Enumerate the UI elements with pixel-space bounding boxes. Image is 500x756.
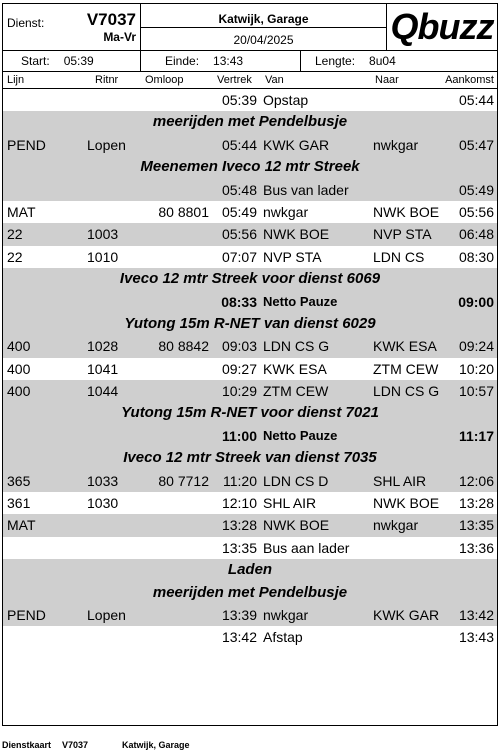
vertrek-cell: 09:03 (221, 338, 257, 355)
vertrek-cell: 07:07 (221, 248, 257, 265)
van-cell: nwkgar (263, 203, 309, 220)
aankomst-cell: 05:47 (458, 136, 494, 153)
omloop-cell (143, 380, 209, 402)
van-cell: LDN CS D (263, 472, 329, 489)
activity-cell: Netto Pauze (263, 427, 338, 443)
lijn-cell: 400 (7, 360, 31, 377)
col-van: Van (265, 74, 284, 86)
event-row (3, 626, 497, 648)
vertrek-cell: 11:20 (223, 472, 257, 489)
length-value: 8u04 (369, 54, 396, 68)
vertrek-cell: 05:56 (221, 226, 257, 243)
aankomst-cell: 13:42 (458, 606, 494, 623)
schedule-rows (3, 89, 497, 649)
header-divider (141, 27, 386, 28)
vertrek-cell: 05:39 (221, 92, 257, 108)
omloop-cell (143, 604, 209, 626)
activity-cell: Netto Pauze (263, 293, 338, 309)
trip-row (3, 470, 497, 492)
col-ritnr: Ritnr (95, 74, 119, 86)
vertrek-cell: 10:29 (221, 383, 257, 400)
naar-cell: nwkgar (373, 136, 419, 153)
omloop-cell: 80 7712 (158, 472, 209, 489)
qbuzz-logo: Qbuzz (390, 6, 494, 47)
van-cell: SHL AIR (263, 495, 317, 512)
dienst-days: Ma-Vr (103, 30, 136, 44)
aankomst-cell: 11:17 (458, 427, 494, 444)
ritnr-cell: Lopen (87, 136, 126, 153)
van-cell: NVP STA (263, 248, 322, 265)
depot-location: Katwijk, Garage (218, 12, 309, 26)
lijn-cell: 400 (7, 383, 31, 400)
trip-row (3, 380, 497, 402)
van-cell: nwkgar (263, 606, 309, 623)
page-footer (2, 740, 190, 750)
event-row (3, 89, 497, 111)
activity-cell: Opstap (263, 92, 309, 108)
omloop-cell (143, 223, 209, 245)
van-cell: NWK BOE (263, 226, 330, 243)
vertrek-cell: 08:33 (221, 293, 257, 310)
omloop-cell (143, 514, 209, 536)
dienst-label: Dienst: (7, 16, 45, 30)
van-cell: KWK ESA (263, 360, 327, 377)
col-aankomst: Aankomst (445, 74, 494, 86)
aankomst-cell: 13:36 (458, 539, 494, 556)
event-row (3, 537, 497, 559)
section-heading: Yutong 15m R-NET voor dienst 7021 (3, 402, 497, 424)
naar-cell: KWK ESA (373, 338, 437, 355)
van-cell: ZTM CEW (263, 383, 329, 400)
vertrek-cell: 11:00 (221, 427, 257, 444)
lijn-cell: PEND (7, 136, 46, 153)
trip-row (3, 134, 497, 156)
aankomst-cell: 13:28 (458, 495, 494, 512)
section-heading: Meenemen Iveco 12 mtr Streek (3, 156, 497, 178)
naar-cell: LDN CS G (373, 383, 440, 400)
activity-cell: Bus aan lader (263, 539, 350, 556)
aankomst-cell: 13:35 (458, 517, 494, 534)
aankomst-cell: 09:00 (458, 293, 494, 310)
vertrek-cell: 12:10 (221, 495, 257, 512)
vertrek-cell: 05:48 (221, 181, 257, 198)
vertrek-cell: 09:27 (221, 360, 257, 377)
footer-label: Dienstkaart (2, 740, 52, 750)
naar-cell: SHL AIR (373, 472, 427, 489)
activity-cell: Bus van lader (263, 181, 349, 198)
aankomst-cell: 06:48 (458, 226, 494, 243)
omloop-cell (143, 358, 209, 380)
omloop-cell: 80 8842 (158, 338, 209, 355)
lijn-cell: MAT (7, 517, 36, 534)
vertrek-cell: 13:39 (221, 606, 257, 623)
length-cell (301, 51, 497, 71)
naar-cell: NWK BOE (373, 495, 440, 512)
van-cell: KWK GAR (263, 136, 330, 153)
aankomst-cell: 10:57 (458, 383, 494, 400)
col-omloop: Omloop (145, 74, 184, 86)
footer-dienst: V7037 (62, 740, 89, 750)
dienst-number: V7037 (86, 10, 136, 29)
col-lijn: Lijn (7, 74, 25, 86)
trip-row (3, 223, 497, 245)
end-time-cell (141, 51, 301, 71)
ritnr-cell: Lopen (87, 606, 126, 623)
col-naar: Naar (375, 74, 399, 86)
aankomst-cell: 13:43 (458, 629, 494, 646)
naar-cell: NWK BOE (373, 203, 440, 220)
logo-cell (387, 4, 497, 50)
aankomst-cell: 09:24 (458, 338, 494, 355)
omloop-cell: 80 8801 (158, 203, 209, 220)
ritnr-cell: 1033 (87, 472, 119, 489)
section-heading: meerijden met Pendelbusje (3, 111, 497, 133)
omloop-cell (143, 492, 209, 514)
ritnr-cell: 1028 (87, 338, 119, 355)
naar-cell: ZTM CEW (373, 360, 439, 377)
lijn-cell: 22 (7, 226, 23, 243)
pause-row (3, 291, 497, 313)
duty-card (2, 3, 498, 726)
section-heading: meerijden met Pendelbusje (3, 582, 497, 604)
vertrek-cell: 05:44 (221, 136, 257, 153)
duty-times (3, 51, 497, 72)
naar-cell: KWK GAR (373, 606, 440, 623)
trip-row (3, 358, 497, 380)
length-label: Lengte: (315, 54, 356, 68)
van-cell: NWK BOE (263, 517, 330, 534)
section-heading: Yutong 15m R-NET van dienst 6029 (3, 313, 497, 335)
lijn-cell: 400 (7, 338, 31, 355)
col-vertrek: Vertrek (217, 74, 252, 86)
aankomst-cell: 08:30 (458, 248, 494, 265)
event-row (3, 179, 497, 201)
trip-row (3, 514, 497, 536)
vertrek-cell: 13:35 (221, 539, 257, 556)
aankomst-cell: 12:06 (458, 472, 494, 489)
start-value: 05:39 (63, 54, 94, 68)
ritnr-cell: 1041 (87, 360, 119, 377)
naar-cell: nwkgar (373, 517, 419, 534)
van-cell: LDN CS G (263, 338, 330, 355)
end-label: Einde: (165, 54, 200, 68)
vertrek-cell: 13:28 (221, 517, 257, 534)
lijn-cell: 22 (7, 248, 23, 265)
aankomst-cell: 05:56 (458, 203, 494, 220)
ritnr-cell: 1044 (87, 383, 119, 400)
section-heading: Iveco 12 mtr Streek voor dienst 6069 (3, 268, 497, 290)
vertrek-cell: 05:49 (221, 203, 257, 220)
lijn-cell: MAT (7, 203, 36, 220)
lijn-cell: 361 (7, 495, 31, 512)
ritnr-cell: 1010 (87, 248, 119, 265)
trip-row (3, 201, 497, 223)
naar-cell: LDN CS (373, 248, 425, 265)
naar-cell: NVP STA (373, 226, 432, 243)
footer-location: Katwijk, Garage (122, 740, 190, 750)
pause-row (3, 425, 497, 447)
ritnr-cell: 1030 (87, 495, 119, 512)
end-value: 13:43 (213, 54, 244, 68)
duty-date: 20/04/2025 (233, 33, 294, 47)
vertrek-cell: 13:42 (221, 629, 257, 646)
start-label: Start: (21, 54, 50, 68)
lijn-cell: PEND (7, 606, 46, 623)
card-header (3, 4, 497, 51)
activity-cell: Afstap (263, 629, 303, 646)
trip-row (3, 335, 497, 357)
aankomst-cell: 10:20 (458, 360, 494, 377)
omloop-cell (143, 246, 209, 268)
trip-row (3, 604, 497, 626)
location-date-cell (141, 4, 387, 50)
section-heading: Iveco 12 mtr Streek van dienst 7035 (3, 447, 497, 469)
aankomst-cell: 05:49 (458, 181, 494, 198)
lijn-cell: 365 (7, 472, 31, 489)
trip-row (3, 246, 497, 268)
start-time-cell (3, 51, 141, 71)
section-heading: Laden (3, 559, 497, 581)
ritnr-cell: 1003 (87, 226, 119, 243)
omloop-cell (143, 134, 209, 156)
trip-row (3, 492, 497, 514)
column-headers (3, 72, 497, 89)
duty-id-cell (3, 4, 141, 50)
aankomst-cell: 05:44 (458, 92, 494, 108)
